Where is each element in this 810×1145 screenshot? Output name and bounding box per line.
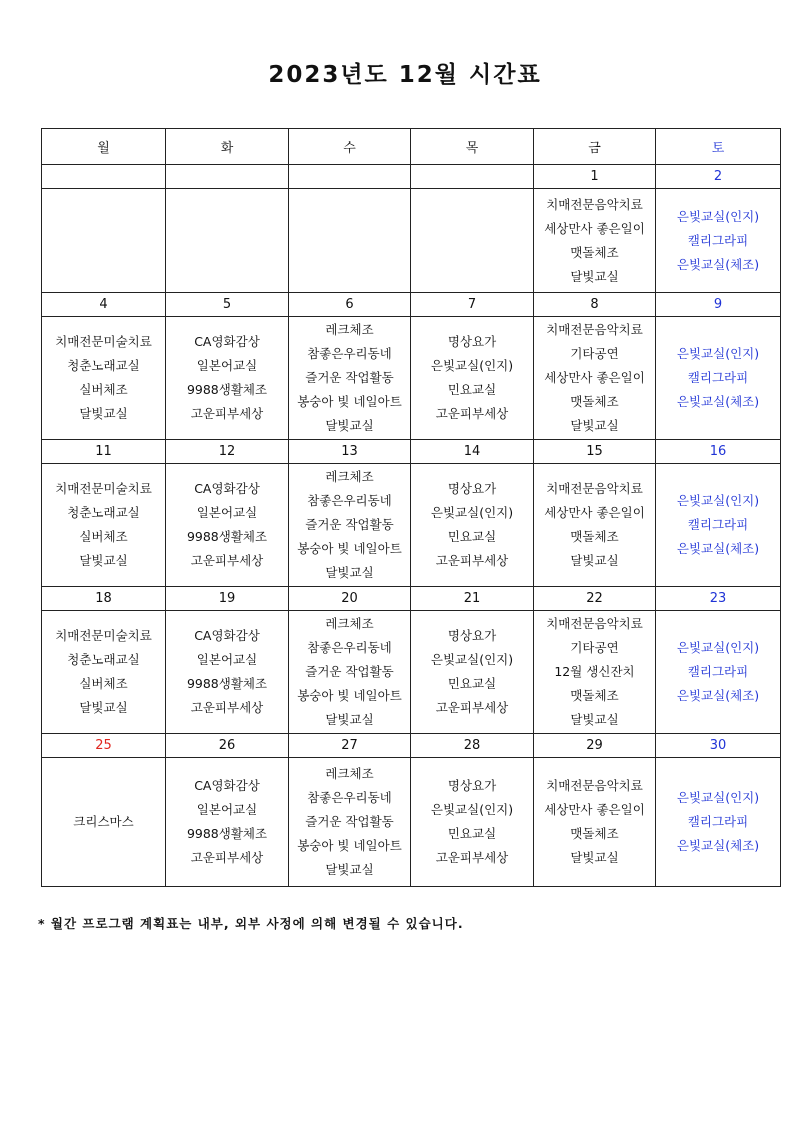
activity-item: 일본어교실 xyxy=(196,505,258,520)
activity-item: 실버체조 xyxy=(79,529,128,544)
activity-item: 치매전문미술치료 xyxy=(55,628,152,643)
date-cell: 27 xyxy=(289,734,411,758)
activity-item: 청춘노래교실 xyxy=(67,505,140,520)
activity-item: 은빛교실(체조) xyxy=(676,256,760,272)
activity-item: 달빛교실 xyxy=(570,712,619,727)
activity-cell xyxy=(166,758,289,887)
activity-cell xyxy=(166,317,289,440)
activity-item: 캘리그라피 xyxy=(687,814,749,829)
activity-item: 치매전문음악치료 xyxy=(546,616,643,631)
activity-item: 달빛교실 xyxy=(325,565,374,580)
activity-item: 맷돌체조 xyxy=(570,688,619,703)
activity-cell xyxy=(411,189,534,293)
activity-item: 명상요가 xyxy=(447,481,497,496)
activity-item: 즐거운 작업활동 xyxy=(305,664,394,679)
activity-cell xyxy=(289,758,411,887)
activity-item: 맷돌체조 xyxy=(570,826,619,841)
weekday-header: 월 xyxy=(42,129,166,165)
weekday-header-saturday: 토 xyxy=(656,129,781,165)
activity-item: 고운피부세상 xyxy=(190,700,264,715)
activity-cell xyxy=(166,189,289,293)
activity-item: 즐거운 작업활동 xyxy=(305,814,394,829)
activity-item: 은빛교실(인지) xyxy=(430,358,514,373)
activity-item: 참좋은우리동네 xyxy=(307,346,392,361)
activity-item: CA영화감상 xyxy=(194,334,260,349)
activity-item: 기타공연 xyxy=(570,640,619,655)
activity-item: 민요교실 xyxy=(447,676,497,691)
activity-row xyxy=(42,758,781,887)
date-cell xyxy=(411,165,534,189)
date-cell: 12 xyxy=(166,440,289,464)
activity-item: 달빛교실 xyxy=(570,418,619,433)
activity-item: 9988생활체조 xyxy=(186,382,268,397)
date-cell: 30 xyxy=(656,734,781,758)
activity-item: 청춘노래교실 xyxy=(67,652,140,667)
activity-item: 실버체조 xyxy=(79,676,128,691)
activity-item: 12월 생신잔치 xyxy=(554,664,635,679)
activity-cell xyxy=(289,611,411,734)
date-row xyxy=(42,440,781,464)
activity-cell xyxy=(42,611,166,734)
activity-item: 레크체조 xyxy=(325,322,374,337)
activity-cell xyxy=(656,464,781,587)
activity-item: 고운피부세상 xyxy=(435,406,509,421)
activity-item: 참좋은우리동네 xyxy=(307,640,392,655)
activity-item: 은빛교실(인지) xyxy=(676,346,760,361)
date-row xyxy=(42,293,781,317)
activity-item: 고운피부세상 xyxy=(435,700,509,715)
activity-item: 치매전문음악치료 xyxy=(546,778,643,793)
activity-item: 크리스마스 xyxy=(73,814,134,829)
date-cell: 8 xyxy=(534,293,656,317)
activity-item: 실버체조 xyxy=(79,382,128,397)
activity-item: 달빛교실 xyxy=(325,712,374,727)
activity-item: 은빛교실(인지) xyxy=(676,790,760,805)
activity-cell xyxy=(411,611,534,734)
date-cell: 7 xyxy=(411,293,534,317)
date-cell: 6 xyxy=(289,293,411,317)
activity-item: 참좋은우리동네 xyxy=(307,493,392,508)
date-cell: 5 xyxy=(166,293,289,317)
activity-cell xyxy=(534,758,656,887)
activity-item: 맷돌체조 xyxy=(570,394,619,409)
activity-item: 은빛교실(체조) xyxy=(676,541,760,556)
activity-item: 민요교실 xyxy=(447,529,497,544)
activity-row xyxy=(42,464,781,587)
activity-item: 캘리그라피 xyxy=(687,664,749,679)
date-cell: 21 xyxy=(411,587,534,611)
activity-item: CA영화감상 xyxy=(194,481,260,496)
activity-item: 명상요가 xyxy=(447,778,497,793)
activity-item: CA영화감상 xyxy=(194,628,260,643)
activity-cell xyxy=(289,317,411,440)
activity-item: 일본어교실 xyxy=(196,358,258,373)
date-cell: 11 xyxy=(42,440,166,464)
date-cell: 22 xyxy=(534,587,656,611)
activity-item: 캘리그라피 xyxy=(687,370,749,385)
activity-item: 봉숭아 빛 네일아트 xyxy=(297,394,402,409)
activity-item: 달빛교실 xyxy=(79,406,128,421)
activity-item: 참좋은우리동네 xyxy=(307,790,392,805)
activity-item: 달빛교실 xyxy=(79,553,128,568)
date-row xyxy=(42,734,781,758)
date-cell: 25 xyxy=(42,734,166,758)
activity-item: 민요교실 xyxy=(447,382,497,397)
schedule-table xyxy=(41,128,781,887)
date-cell: 14 xyxy=(411,440,534,464)
activity-item: 고운피부세상 xyxy=(190,850,264,865)
activity-item: 9988생활체조 xyxy=(186,676,268,691)
activity-cell xyxy=(534,611,656,734)
activity-item: 레크체조 xyxy=(325,469,374,484)
activity-item: 레크체조 xyxy=(325,616,374,631)
activity-cell xyxy=(534,464,656,587)
activity-item: 은빛교실(인지) xyxy=(430,652,514,667)
activity-item: 은빛교실(인지) xyxy=(676,493,760,508)
date-cell: 26 xyxy=(166,734,289,758)
activity-item: 고운피부세상 xyxy=(190,553,264,568)
activity-cell xyxy=(534,189,656,293)
date-cell xyxy=(289,165,411,189)
date-cell: 4 xyxy=(42,293,166,317)
activity-cell xyxy=(656,317,781,440)
weekday-header-row xyxy=(42,129,781,165)
date-cell: 9 xyxy=(656,293,781,317)
activity-item: 달빛교실 xyxy=(570,553,619,568)
date-cell: 2 xyxy=(656,165,781,189)
activity-item: 봉숭아 빛 네일아트 xyxy=(297,838,402,853)
activity-row xyxy=(42,611,781,734)
activity-item: 9988생활체조 xyxy=(186,529,268,544)
activity-cell xyxy=(656,189,781,293)
activity-cell xyxy=(411,758,534,887)
activity-item: 봉숭아 빛 네일아트 xyxy=(297,541,402,556)
footnote: * 월간 프로그램 계획표는 내부, 외부 사정에 의해 변경될 수 있습니다. xyxy=(38,916,464,931)
date-cell: 15 xyxy=(534,440,656,464)
activity-item: CA영화감상 xyxy=(194,778,260,793)
activity-item: 은빛교실(인지) xyxy=(676,208,760,224)
date-cell: 19 xyxy=(166,587,289,611)
weekday-header: 목 xyxy=(411,129,534,165)
activity-cell xyxy=(166,611,289,734)
date-row xyxy=(42,165,781,189)
date-cell: 18 xyxy=(42,587,166,611)
activity-cell xyxy=(42,317,166,440)
activity-item: 고운피부세상 xyxy=(190,406,264,421)
activity-item: 달빛교실 xyxy=(570,850,619,865)
date-cell: 20 xyxy=(289,587,411,611)
date-cell xyxy=(166,165,289,189)
activity-item: 은빛교실(인지) xyxy=(430,505,514,520)
activity-cell xyxy=(289,189,411,293)
activity-item: 즐거운 작업활동 xyxy=(305,370,394,385)
activity-item: 은빛교실(체조) xyxy=(676,838,760,853)
activity-item: 민요교실 xyxy=(447,826,497,841)
activity-item: 달빛교실 xyxy=(79,700,128,715)
activity-item: 치매전문미술치료 xyxy=(55,481,152,496)
activity-row xyxy=(42,189,781,293)
activity-item: 은빛교실(체조) xyxy=(676,688,760,703)
activity-row xyxy=(42,317,781,440)
activity-item: 세상만사 좋은일이 xyxy=(544,370,645,385)
date-cell xyxy=(42,165,166,189)
activity-item: 치매전문미술치료 xyxy=(55,334,152,349)
activity-item: 고운피부세상 xyxy=(435,553,509,568)
activity-item: 9988생활체조 xyxy=(186,826,268,841)
activity-item: 세상만사 좋은일이 xyxy=(544,505,645,520)
activity-item: 치매전문음악치료 xyxy=(546,196,643,212)
activity-item: 맷돌체조 xyxy=(570,244,619,260)
activity-item: 캘리그라피 xyxy=(687,232,749,248)
weekday-header: 금 xyxy=(534,129,656,165)
activity-cell xyxy=(166,464,289,587)
weekday-header: 수 xyxy=(289,129,411,165)
activity-cell xyxy=(534,317,656,440)
activity-cell xyxy=(42,189,166,293)
activity-item: 고운피부세상 xyxy=(435,850,509,865)
date-cell: 23 xyxy=(656,587,781,611)
activity-item: 봉숭아 빛 네일아트 xyxy=(297,688,402,703)
activity-item: 치매전문음악치료 xyxy=(546,481,643,496)
activity-item: 캘리그라피 xyxy=(687,517,749,532)
activity-item: 즐거운 작업활동 xyxy=(305,517,394,532)
activity-item: 은빛교실(인지) xyxy=(430,802,514,817)
weekday-header: 화 xyxy=(166,129,289,165)
activity-cell xyxy=(42,464,166,587)
date-cell: 28 xyxy=(411,734,534,758)
activity-item: 세상만사 좋은일이 xyxy=(544,802,645,817)
activity-item: 은빛교실(인지) xyxy=(676,640,760,655)
calendar-body xyxy=(42,165,781,887)
activity-item: 기타공연 xyxy=(570,346,619,361)
activity-cell xyxy=(656,758,781,887)
activity-item: 일본어교실 xyxy=(196,652,258,667)
activity-item: 명상요가 xyxy=(447,628,497,643)
activity-item: 치매전문음악치료 xyxy=(546,322,643,337)
activity-item: 맷돌체조 xyxy=(570,529,619,544)
activity-item: 달빛교실 xyxy=(570,268,619,284)
date-cell: 1 xyxy=(534,165,656,189)
activity-item: 달빛교실 xyxy=(325,862,374,877)
page-title: 2023년도 12월 시간표 xyxy=(268,62,542,88)
activity-item: 달빛교실 xyxy=(325,418,374,433)
activity-cell xyxy=(411,464,534,587)
date-cell: 13 xyxy=(289,440,411,464)
activity-item: 일본어교실 xyxy=(196,802,258,817)
date-cell: 16 xyxy=(656,440,781,464)
activity-item: 세상만사 좋은일이 xyxy=(544,220,645,236)
activity-cell xyxy=(411,317,534,440)
activity-cell xyxy=(289,464,411,587)
activity-item: 명상요가 xyxy=(447,334,497,349)
date-cell: 29 xyxy=(534,734,656,758)
date-row xyxy=(42,587,781,611)
activity-item: 청춘노래교실 xyxy=(67,358,140,373)
activity-cell xyxy=(656,611,781,734)
activity-cell xyxy=(42,758,166,887)
activity-item: 레크체조 xyxy=(325,766,374,781)
activity-item: 은빛교실(체조) xyxy=(676,394,760,409)
